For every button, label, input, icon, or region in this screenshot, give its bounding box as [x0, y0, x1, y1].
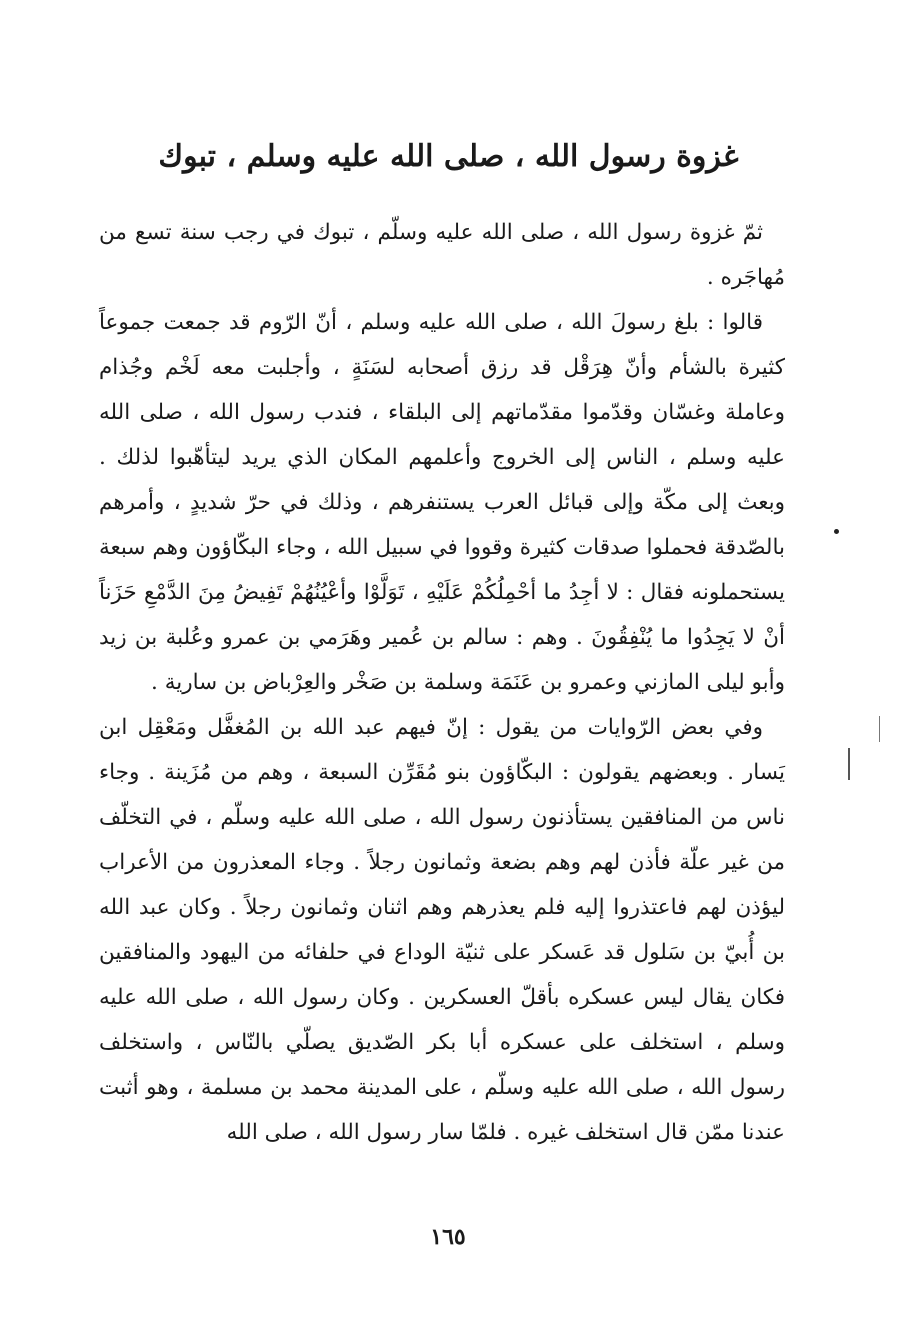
body-text [99, 210, 785, 1155]
chapter-title: غزوة رسول الله ، صلى الله عليه وسلم ، تبوك [158, 139, 739, 174]
paragraph-narrations: وفي بعض الرّوايات من يقول : إنّ فيهم عبد الله بن المُغفَّل ومَعْقِل ابن يَسار . وبعضهم يقولون : البكّاؤون بنو مُقَرِّن السبعة ، وهم من مُزَينة . وجاء ناس من المنافقين يستأذنون رسول الله ، صلى الله عليه وسلّم ، في التخلّف من غير علّة فأذن لهم وهم بضعة وثمانون رجلاً . وجاء المعذرون من الأعراب ليؤذن لهم فاعتذروا إليه فلم يعذرهم وهم اثنان وثمانون رجلاً . وكان عبد الله بن أُبيّ بن سَلول قد عَسكر على ثنيّة الوداع في حلفائه من اليهود والمنافقين فكان يقال ليس عسكره بأقلّ العسكرين . وكان رسول الله ، صلى الله عليه وسلم ، استخلف على عسكره أبا بكر الصّديق يصلّي بالنّاس ، واستخلف رسول الله ، صلى الله عليه وسلّم ، على المدينة محمد بن مسلمة ، وهو أثبت عندنا ممّن قال استخلف غيره . فلمّا سار رسول الله ، صلى الله [99, 715, 785, 1145]
margin-mark [848, 748, 850, 780]
paragraph-intro: ثمّ غزوة رسول الله ، صلى الله عليه وسلّم ، تبوك في رجب سنة تسع من مُهاجَره . [99, 220, 785, 290]
page-number: ١٦٥ [430, 1224, 466, 1250]
margin-dot [834, 529, 839, 534]
paragraph-preparation: قالوا : بلغ رسولَ الله ، صلى الله عليه وسلم ، أنّ الرّوم قد جمعت جموعاً كثيرة بالشأم وأنّ هِرَقْل قد رزق أصحابه لسَنَةٍ ، وأجلبت معه لَخْم وجُذام وعاملة وغسّان وقدّموا مقدّماتهم إلى البلقاء ، فندب رسول الله ، صلى الله عليه وسلم ، الناس إلى الخروج وأعلمهم المكان الذي يريد ليتأهّبوا لذلك . وبعث إلى مكّة وإلى قبائل العرب يستنفرهم ، وذلك في حرّ شديدٍ ، وأمرهم بالصّدقة فحملوا صدقات كثيرة وقووا في سبيل الله ، وجاء البكّاؤون وهم سبعة يستحملونه فقال : لا أجِدُ ما أحْمِلُكُمْ عَلَيْهِ ، تَوَلَّوْا وأعْيُنُهُمْ تَفِيضُ مِنَ الدَّمْعِ حَزَناً أنْ لا يَجِدُوا ما يُنْفِقُونَ . وهم : سالم بن عُمير وهَرَمي بن عمرو وعُلبة بن زيد وأبو ليلى المازني وعمرو بن عَنَمَة وسلمة بن صَخْر والعِرْباض بن سارية . [99, 310, 785, 695]
margin-mark-secondary [879, 716, 880, 742]
